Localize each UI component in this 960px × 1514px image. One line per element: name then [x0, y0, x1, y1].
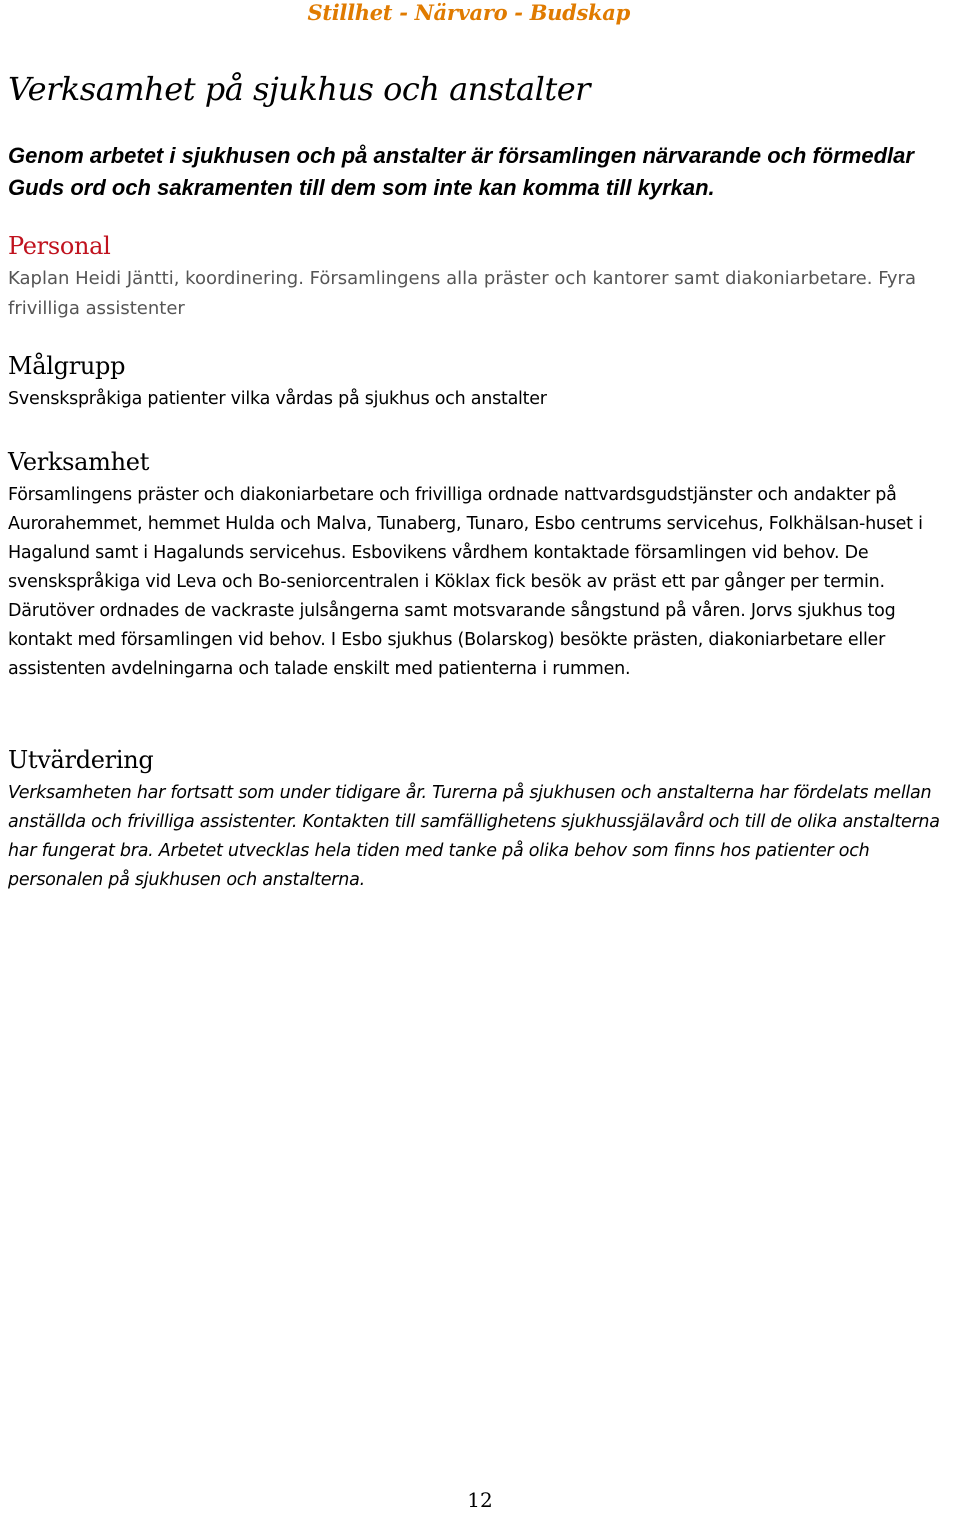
running-header: Stillhet - Närvaro - Budskap: [307, 0, 630, 25]
verksamhet-text: Församlingens präster och diakoniarbetare och frivilliga ordnade nattvardsgudstjänster och andakter på Aurorahemmet, hemmet Hulda och Malva, Tunaberg, Tunaro, Esbo centrums servicehus, Folkhälsan-huset i Hagalund samt i Hagalunds servicehus. Esbovikens vårdhem kontaktade församlingen vid behov. De svenskspråkiga vid Leva och Bo-seniorcentralen i Köklax fick besök av präst ett par gånger per termin. Därutöver ordnades de vackraste julsångerna samt motsvarande sångstund på våren. Jorvs sjukhus tog kontakt med församlingen vid behov. I Esbo sjukhus (Bolarskog) besökte prästen, diakoniarbetare eller assistenten avdelningarna och talade enskilt med patienterna i rummen.: [8, 485, 923, 679]
malgrupp-heading: Målgrupp: [8, 352, 126, 380]
utvardering-heading: Utvärdering: [8, 746, 154, 774]
intro-paragraph: Genom arbetet i sjukhusen och på anstalter är församlingen närvarande och förmedlar Guds ord och sakramenten till dem som inte kan komma till kyrkan.: [8, 143, 914, 200]
page-title: Verksamhet på sjukhus och anstalter: [8, 70, 590, 108]
page-number: 12: [467, 1488, 493, 1512]
verksamhet-heading: Verksamhet: [8, 448, 150, 476]
personal-heading: Personal: [8, 232, 111, 260]
utvardering-text: Verksamheten har fortsatt som under tidigare år. Turerna på sjukhusen och anstalterna har fördelats mellan anställda och frivilliga assistenter. Kontakten till samfällighetens sjukhussjälavård och till de olika anstalterna har fungerat bra. Arbetet utvecklas hela tiden med tanke på olika behov som finns hos patienter och personalen på sjukhusen och anstalterna.: [8, 783, 940, 890]
personal-text: Kaplan Heidi Jäntti, koordinering. Församlingens alla präster och kantorer samt diakoniarbetare. Fyra frivilliga assistenter: [8, 268, 916, 319]
malgrupp-text: Svenskspråkiga patienter vilka vårdas på sjukhus och anstalter: [8, 389, 547, 409]
